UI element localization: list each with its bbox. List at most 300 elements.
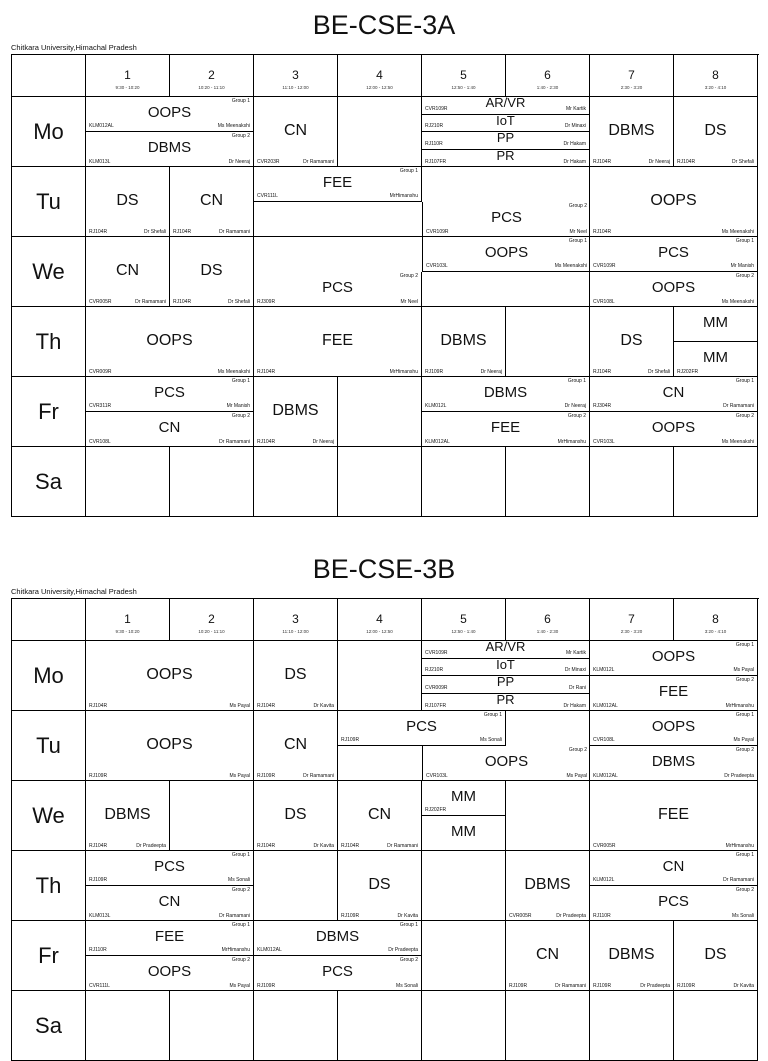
subject-name: PCS <box>322 962 353 980</box>
group-session <box>422 202 590 237</box>
class-slot <box>506 307 590 377</box>
class-slot <box>338 97 422 167</box>
room-code: KLM012AL <box>425 439 450 445</box>
session <box>254 781 337 851</box>
room-code: CVR311R <box>89 403 112 409</box>
room-code: RJ110R <box>89 947 107 953</box>
class-slot <box>254 851 338 921</box>
day-cell <box>12 641 86 711</box>
room-code: RJ110R <box>593 913 611 919</box>
faculty-name: Ms Meenakshi <box>217 123 250 129</box>
group-label: Group 1 <box>568 238 587 244</box>
class-slot <box>422 851 506 921</box>
group-session <box>590 676 757 711</box>
group-session <box>590 237 757 272</box>
group-session <box>86 851 253 886</box>
day-cell <box>12 921 86 991</box>
subject-name: FEE <box>490 418 521 436</box>
class-slot <box>254 991 338 1061</box>
institution-name: Chitkara University,Himachal Pradesh <box>11 43 137 52</box>
group-session <box>590 641 757 676</box>
group-label: Group 1 <box>483 712 502 718</box>
session <box>254 641 337 711</box>
faculty-name: Ms Sonali <box>480 737 502 743</box>
session <box>254 711 337 781</box>
faculty-name: Ms Payal <box>566 773 587 779</box>
subject-name: MM <box>703 348 728 366</box>
group-session <box>590 711 757 746</box>
subject-name: DBMS <box>608 122 655 139</box>
period-header <box>506 599 590 641</box>
day-cell <box>12 447 86 517</box>
period-time: 1:40 - 2:30 <box>536 85 559 90</box>
room-code: KLM012AL <box>593 703 618 709</box>
period-header <box>674 55 758 97</box>
subject-name: FEE <box>154 927 185 945</box>
faculty-name: Ms Sonali <box>732 913 754 919</box>
group-label: Group 2 <box>399 957 418 963</box>
class-slot <box>674 921 758 991</box>
room-code: CVR111L <box>257 193 278 199</box>
faculty-name: Dr Neeraj <box>228 159 250 165</box>
room-code: RJ109R <box>257 983 276 989</box>
period-number: 5 <box>460 68 467 82</box>
group-label: Group 1 <box>567 378 586 384</box>
class-slot <box>254 711 338 781</box>
period-number: 2 <box>208 612 215 626</box>
subject-name: DBMS <box>315 927 360 945</box>
session <box>86 711 253 781</box>
faculty-name: Ms Sonali <box>228 877 250 883</box>
group-session <box>86 377 253 412</box>
faculty-name: Dr Kavita <box>313 703 334 709</box>
faculty-name: MrHimanshu <box>221 947 250 953</box>
period-time: 9:30 - 10:20 <box>115 85 140 90</box>
class-slot <box>590 447 674 517</box>
class-slot <box>86 447 170 517</box>
class-slot <box>590 377 758 447</box>
day-name: We <box>32 258 65 284</box>
subject-name: CN <box>199 192 224 209</box>
room-code: RJ202FR <box>677 369 699 375</box>
faculty-name: Mr Kartik <box>566 649 586 656</box>
class-slot <box>674 97 758 167</box>
room-code: KLM013L <box>89 159 111 165</box>
session <box>506 921 589 991</box>
class-slot <box>590 307 674 377</box>
class-slot <box>338 711 590 781</box>
faculty-name: Dr Pradeepta <box>556 913 586 919</box>
subject-name: CN <box>283 122 308 139</box>
period-header <box>338 599 422 641</box>
room-code: RJ109R <box>341 737 360 743</box>
class-slot <box>338 781 422 851</box>
subject-name: OOPS <box>651 647 696 665</box>
session <box>86 307 253 377</box>
period-header <box>86 55 170 97</box>
subject-name: PP <box>496 130 515 145</box>
day-name: Fr <box>38 942 59 968</box>
room-code: RJ104R <box>89 843 108 849</box>
subject-name: FEE <box>658 682 689 700</box>
subject-name: OOPS <box>146 666 193 683</box>
day-cell <box>12 711 86 781</box>
faculty-name: Mr Kartik <box>566 105 586 112</box>
subject-name: PCS <box>322 278 353 296</box>
room-code: KLM012L <box>593 667 615 673</box>
session <box>254 377 337 447</box>
faculty-name: Dr Ramamani <box>723 403 754 409</box>
class-slot <box>254 641 338 711</box>
room-code: CVR109R <box>425 649 448 656</box>
period-time: 11:10 - 12:00 <box>282 85 309 90</box>
group-label: Group 2 <box>568 747 587 753</box>
group-session <box>422 237 590 272</box>
session <box>422 307 505 377</box>
day-cell <box>12 237 86 307</box>
class-slot <box>254 167 590 237</box>
class-slot <box>422 97 590 167</box>
class-slot <box>86 781 170 851</box>
timetable-grid <box>11 598 759 1061</box>
subject-name: OOPS <box>484 243 529 261</box>
class-slot <box>422 781 506 851</box>
room-code: RJ104R <box>173 229 192 235</box>
day-cell <box>12 167 86 237</box>
subject-name: DBMS <box>147 138 192 156</box>
period-header <box>170 599 254 641</box>
header-corner <box>12 55 86 97</box>
class-slot <box>170 237 254 307</box>
group-session <box>590 412 757 447</box>
period-header <box>254 55 338 97</box>
room-code: RJ109R <box>593 983 612 989</box>
class-slot <box>590 711 758 781</box>
class-slot <box>86 377 254 447</box>
room-code: CVR009R <box>89 369 112 375</box>
faculty-name: Dr Neeraj <box>648 159 670 165</box>
period-header <box>590 55 674 97</box>
period-number: 4 <box>376 612 383 626</box>
group-label: Group 1 <box>231 922 250 928</box>
room-code: CVR103L <box>426 263 448 269</box>
day-cell <box>12 307 86 377</box>
faculty-name: Dr Shefali <box>732 159 754 165</box>
class-slot <box>590 641 758 711</box>
period-number: 8 <box>712 612 719 626</box>
room-code: RJ104R <box>593 229 612 235</box>
faculty-name: Dr Pradeepta <box>640 983 670 989</box>
day-name: Th <box>35 328 62 354</box>
class-slot <box>86 711 254 781</box>
period-header <box>338 55 422 97</box>
period-number: 2 <box>208 68 215 82</box>
class-slot <box>506 781 590 851</box>
faculty-name: Dr Neeraj <box>312 439 334 445</box>
room-code: CVR103L <box>593 439 615 445</box>
room-code: KLM012L <box>425 403 447 409</box>
subject-name: PCS <box>491 208 522 226</box>
class-slot <box>506 851 590 921</box>
class-slot <box>422 377 590 447</box>
class-slot <box>254 377 338 447</box>
subject-name: PCS <box>154 383 185 401</box>
room-code: RJ210R <box>425 123 444 129</box>
faculty-name: Dr Ramamani <box>303 773 334 779</box>
group-session <box>674 307 757 342</box>
subject-name: DS <box>368 876 391 893</box>
subject-name: MM <box>451 822 476 840</box>
period-header <box>254 599 338 641</box>
faculty-name: Dr Kavita <box>397 913 418 919</box>
room-code: RJ109R <box>257 773 276 779</box>
period-header <box>590 599 674 641</box>
class-slot <box>170 447 254 517</box>
group-session <box>86 412 253 447</box>
period-header <box>422 599 506 641</box>
session <box>86 781 169 851</box>
period-number: 3 <box>292 612 299 626</box>
day-cell <box>12 991 86 1061</box>
class-slot <box>422 447 506 517</box>
group-label: Group 2 <box>735 413 754 419</box>
timetable-title: BE-CSE-3A <box>312 10 456 40</box>
room-code: CVR109R <box>593 263 616 269</box>
period-time: 2:30 - 3:20 <box>620 85 643 90</box>
subject-name: DS <box>284 806 307 823</box>
class-slot <box>338 447 422 517</box>
faculty-name: Dr Hakam <box>563 140 586 147</box>
class-slot <box>590 781 758 851</box>
period-time: 2:30 - 3:20 <box>620 629 643 634</box>
faculty-name: Ms Meenakshi <box>721 439 754 445</box>
room-code: CVR108L <box>593 737 615 743</box>
group-session <box>254 272 422 307</box>
subject-name: OOPS <box>484 752 529 770</box>
room-code: RJ104R <box>257 843 276 849</box>
class-slot <box>422 991 506 1061</box>
room-code: KLM012AL <box>89 123 114 129</box>
faculty-name: Ms Meenakshi <box>721 229 754 235</box>
group-session <box>590 886 757 921</box>
class-slot <box>590 851 758 921</box>
room-code: RJ304R <box>593 403 612 409</box>
subject-name: AR/VR <box>485 97 526 110</box>
faculty-name: Dr Ramamani <box>219 439 250 445</box>
group-label: Group 2 <box>735 747 754 753</box>
room-code: CVR203R <box>257 159 280 165</box>
group-label: Group 1 <box>735 378 754 384</box>
subject-name: DBMS <box>608 946 655 963</box>
faculty-name: Ms Payal <box>229 703 250 709</box>
session <box>590 781 757 851</box>
room-code: RJ104R <box>89 703 108 709</box>
group-session <box>338 711 506 746</box>
faculty-name: Dr Rani <box>569 684 586 691</box>
period-time: 12:00 - 12:50 <box>366 629 393 634</box>
group-session <box>422 781 505 816</box>
room-code: RJ109R <box>425 369 444 375</box>
period-time: 10:20 - 11:10 <box>198 85 225 90</box>
subject-name: OOPS <box>651 278 696 296</box>
subject-name: OOPS <box>147 962 192 980</box>
class-slot <box>590 167 758 237</box>
class-slot <box>86 237 170 307</box>
day-name: Sa <box>35 1012 62 1038</box>
faculty-name: Mr Manish <box>226 403 250 409</box>
room-code: CVR108L <box>593 299 615 305</box>
room-code: RJ107FR <box>425 703 447 709</box>
session <box>86 641 253 711</box>
group-session <box>86 956 253 991</box>
class-slot <box>254 921 422 991</box>
timetable-title: BE-CSE-3B <box>312 554 456 584</box>
session <box>590 97 673 167</box>
subject-name: DBMS <box>440 332 487 349</box>
faculty-name: Mr Neel <box>400 299 418 305</box>
group-label: Group 2 <box>231 413 250 419</box>
institution-name: Chitkara University,Himachal Pradesh <box>11 587 137 596</box>
subject-name: CN <box>535 946 560 963</box>
group-session <box>590 377 757 412</box>
class-slot <box>86 641 254 711</box>
class-slot <box>86 167 170 237</box>
day-name: Tu <box>36 188 61 214</box>
day-name: Fr <box>38 398 59 424</box>
group-label: Group 1 <box>735 852 754 858</box>
session <box>338 851 421 921</box>
period-number: 8 <box>712 68 719 82</box>
group-label: Group 1 <box>399 922 418 928</box>
faculty-name: Dr Minaxi <box>564 123 586 129</box>
period-number: 6 <box>544 612 551 626</box>
day-name: Sa <box>35 468 62 494</box>
class-slot <box>338 991 422 1061</box>
subject-name: OOPS <box>146 736 193 753</box>
period-number: 7 <box>628 68 635 82</box>
room-code: RJ104R <box>89 229 108 235</box>
faculty-name: Ms Sonali <box>396 983 418 989</box>
faculty-name: Dr Minaxi <box>564 667 586 673</box>
faculty-name: MrHimanshu <box>389 369 418 375</box>
group-label: Group 1 <box>231 378 250 384</box>
session <box>674 97 757 167</box>
class-slot <box>590 237 758 307</box>
class-slot <box>590 97 674 167</box>
class-slot <box>86 991 170 1061</box>
faculty-name: Mr Neel <box>569 229 587 235</box>
faculty-name: Ms Payal <box>229 773 250 779</box>
session <box>338 781 421 851</box>
faculty-name: Dr Pradeepta <box>724 773 754 779</box>
faculty-name: Mr Manish <box>730 263 754 269</box>
session <box>590 921 673 991</box>
day-name: We <box>32 802 65 828</box>
class-slot <box>254 237 590 307</box>
group-session <box>590 746 757 781</box>
subject-name: DS <box>284 666 307 683</box>
day-name: Mo <box>33 118 64 144</box>
faculty-name: Dr Ramamani <box>219 913 250 919</box>
group-session <box>422 746 590 781</box>
group-session <box>422 377 589 412</box>
group-session <box>86 132 253 167</box>
class-slot <box>86 851 254 921</box>
room-code: KLM012AL <box>257 947 282 953</box>
room-code: RJ104R <box>257 703 276 709</box>
faculty-name: Dr Ramamani <box>135 299 166 305</box>
period-header <box>86 599 170 641</box>
subject-name: DS <box>704 946 727 963</box>
period-time: 9:30 - 10:20 <box>115 629 140 634</box>
day-cell <box>12 377 86 447</box>
faculty-name: Dr Shefali <box>648 369 670 375</box>
room-code: RJ104R <box>593 369 612 375</box>
room-code: RJ104R <box>173 299 192 305</box>
group-label: Group 1 <box>735 712 754 718</box>
group-label: Group 1 <box>735 642 754 648</box>
faculty-name: Dr Kavita <box>733 983 754 989</box>
group-label: Group 1 <box>231 852 250 858</box>
day-name: Th <box>35 872 62 898</box>
faculty-name: Dr Ramamani <box>387 843 418 849</box>
room-code: CVR005R <box>89 299 112 305</box>
session <box>506 851 589 921</box>
room-code: CVR109R <box>425 105 448 112</box>
session <box>170 167 253 237</box>
room-code: RJ309R <box>257 299 276 305</box>
class-slot <box>422 307 506 377</box>
faculty-name: Dr Hakam <box>563 159 586 165</box>
room-code: RJ109R <box>89 877 108 883</box>
subject-name: MM <box>703 313 728 331</box>
room-code: RJ104R <box>257 439 276 445</box>
period-time: 12:50 - 1:40 <box>451 85 476 90</box>
class-slot <box>254 97 338 167</box>
group-session <box>86 886 253 921</box>
period-header <box>506 55 590 97</box>
subject-name: FEE <box>657 806 690 823</box>
subject-name: CN <box>662 383 685 401</box>
class-slot <box>170 991 254 1061</box>
class-slot <box>254 781 338 851</box>
class-slot <box>338 851 422 921</box>
group-label: Group 2 <box>735 887 754 893</box>
room-code: RJ109R <box>89 773 108 779</box>
group-label: Group 1 <box>735 238 754 244</box>
room-code: CVR103L <box>426 773 448 779</box>
room-code: RJ210R <box>425 667 444 673</box>
subject-name: OOPS <box>651 717 696 735</box>
group-session <box>86 97 253 132</box>
session <box>590 307 673 377</box>
subject-name: CN <box>283 736 308 753</box>
subject-name: IoT <box>496 112 515 128</box>
room-code: RJ104R <box>257 369 276 375</box>
session <box>86 237 169 307</box>
faculty-name: Dr Hakam <box>563 703 586 709</box>
class-slot <box>86 921 254 991</box>
subject-name: PCS <box>658 892 689 910</box>
faculty-name: Ms Payal <box>733 667 754 673</box>
class-slot <box>422 641 590 711</box>
class-slot <box>674 447 758 517</box>
group-session <box>590 272 757 307</box>
room-code: RJ104R <box>677 159 696 165</box>
day-name: Mo <box>33 662 64 688</box>
period-time: 11:10 - 12:00 <box>282 629 309 634</box>
subject-name: DS <box>704 122 727 139</box>
